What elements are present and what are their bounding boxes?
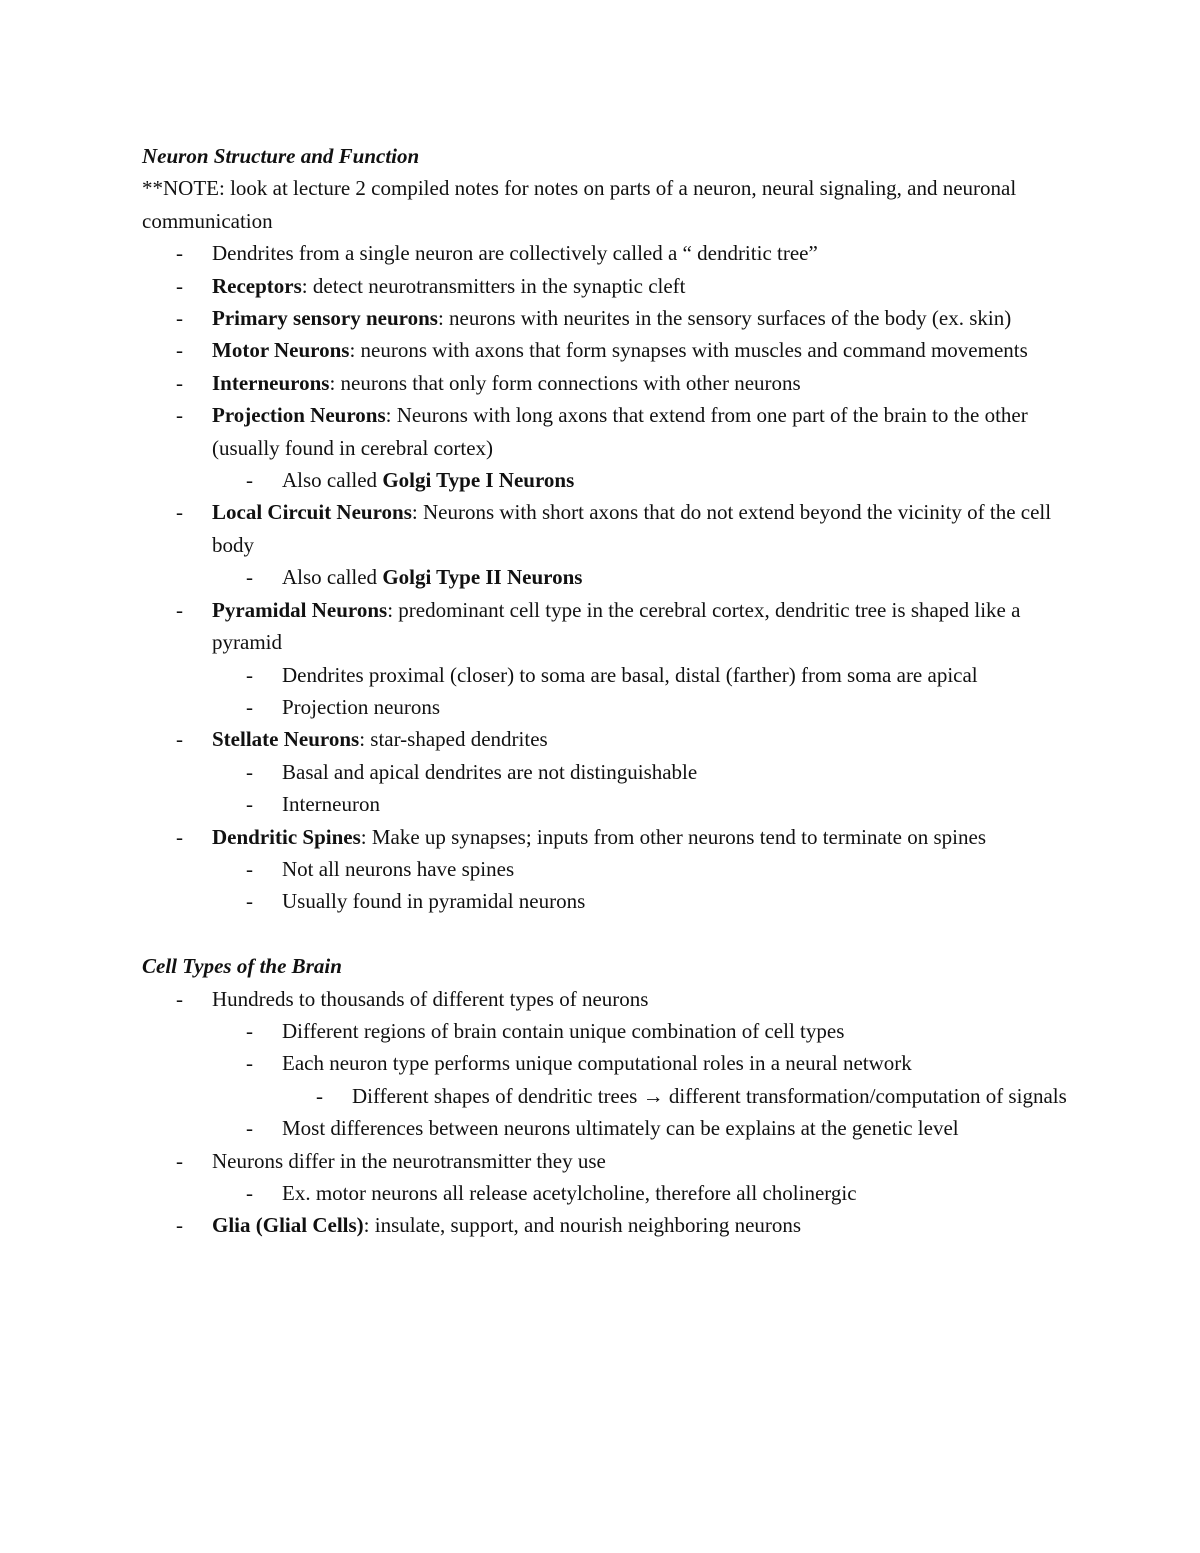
item-text: Not all neurons have spines — [282, 856, 515, 881]
list-item — [142, 302, 1070, 334]
item-term: Receptors — [212, 273, 302, 298]
item-text: : insulate, support, and nourish neighboring neurons — [363, 1213, 802, 1238]
list-item — [142, 723, 1070, 755]
bullet-dash: - — [176, 727, 183, 752]
bullet-dash: - — [246, 856, 253, 881]
bullet-dash: - — [176, 1213, 183, 1238]
list-item — [142, 1177, 1070, 1209]
bullet-dash: - — [246, 1018, 253, 1043]
list-item — [142, 270, 1070, 302]
item-text: Most differences between neurons ultimately can be explains at the genetic level — [282, 1116, 959, 1141]
bullet-dash: - — [246, 792, 253, 817]
list-item — [142, 334, 1070, 366]
list-item — [142, 756, 1070, 788]
item-term: Primary sensory neurons — [212, 306, 438, 331]
item-text: : predominant cell type in the cerebral cortex, dendritic tree is shaped like a pyramid — [212, 597, 1021, 655]
section-spacer — [142, 918, 1070, 950]
bullet-dash: - — [176, 403, 183, 428]
bullet-dash: - — [176, 338, 183, 363]
bullet-dash: - — [246, 468, 253, 493]
item-text: : Neurons with short axons that do not extend beyond the vicinity of the cell body — [212, 500, 1052, 557]
bullet-dash: - — [246, 662, 253, 687]
bullet-dash: - — [246, 889, 253, 914]
bullet-dash: - — [246, 1051, 253, 1076]
list-item — [142, 399, 1070, 464]
item-term: Pyramidal Neurons — [212, 597, 388, 622]
bullet-list — [142, 237, 1070, 918]
item-text: : Neurons with long axons that extend from one part of the brain to the other (usually found in cerebral cortex) — [212, 403, 1028, 460]
list-item — [142, 1145, 1070, 1177]
list-item — [142, 1080, 1070, 1112]
item-text: Different shapes of dendritic trees → different transformation/computation of signals — [352, 1083, 1067, 1108]
bullet-dash: - — [176, 500, 183, 525]
item-text: Neurons differ in the neurotransmitter they use — [212, 1148, 606, 1173]
item-text: Each neuron type performs unique computational roles in a neural network — [282, 1051, 912, 1076]
bullet-dash: - — [176, 370, 183, 395]
bullet-list — [142, 983, 1070, 1242]
item-term: Interneurons — [212, 370, 330, 395]
list-item — [142, 561, 1070, 593]
item-term: Glia (Glial Cells) — [212, 1213, 364, 1238]
list-item — [142, 788, 1070, 820]
list-item — [142, 237, 1070, 269]
item-text: : neurons that only form connections with other neurons — [329, 370, 801, 395]
bullet-dash: - — [176, 986, 183, 1011]
list-item — [142, 853, 1070, 885]
list-item — [142, 659, 1070, 691]
item-term: Golgi Type I Neurons — [382, 468, 575, 493]
list-item — [142, 983, 1070, 1015]
bullet-dash: - — [316, 1083, 323, 1108]
item-term: Local Circuit Neurons — [212, 500, 412, 525]
bullet-dash: - — [176, 306, 183, 331]
item-text: Usually found in pyramidal neurons — [282, 889, 586, 914]
list-item — [142, 367, 1070, 399]
bullet-dash: - — [246, 565, 253, 590]
bullet-dash: - — [176, 241, 183, 266]
bullet-dash: - — [246, 694, 253, 719]
item-text: Interneuron — [282, 792, 380, 817]
list-item — [142, 1112, 1070, 1144]
item-text: : Make up synapses; inputs from other neurons tend to terminate on spines — [360, 824, 986, 849]
item-text: Different regions of brain contain unique combination of cell types — [282, 1018, 845, 1043]
list-item — [142, 1047, 1070, 1079]
item-term: Dendritic Spines — [212, 824, 361, 849]
item-text: : neurons with axons that form synapses with muscles and command movements — [349, 338, 1028, 363]
bullet-dash: - — [246, 759, 253, 784]
bullet-dash: - — [176, 273, 183, 298]
item-term: Stellate Neurons — [212, 727, 360, 752]
section-heading: Cell Types of the Brain — [142, 954, 342, 979]
bullet-dash: - — [246, 1116, 253, 1141]
item-term: Projection Neurons — [212, 403, 386, 428]
item-term: Motor Neurons — [212, 338, 350, 363]
item-term: Golgi Type II Neurons — [382, 565, 583, 590]
list-item — [142, 821, 1070, 853]
list-item — [142, 1015, 1070, 1047]
list-item — [142, 691, 1070, 723]
bullet-dash: - — [176, 597, 183, 622]
bullet-dash: - — [176, 1148, 183, 1173]
lecture-note: **NOTE: look at lecture 2 compiled notes for notes on parts of a neuron, neural signaling, and neuronal communication — [142, 176, 1017, 233]
item-text: Ex. motor neurons all release acetylcholine, therefore all cholinergic — [282, 1180, 857, 1205]
item-prefix: Also called — [282, 565, 383, 590]
list-item — [142, 1209, 1070, 1241]
item-text: Dendrites from a single neuron are collectively called a “ dendritic tree” — [212, 241, 818, 266]
item-text: : neurons with neurites in the sensory surfaces of the body (ex. skin) — [437, 306, 1012, 331]
item-prefix: Also called — [282, 468, 383, 493]
item-text: Dendrites proximal (closer) to soma are basal, distal (farther) from soma are apical — [282, 662, 978, 687]
list-item — [142, 594, 1070, 659]
section-heading: Neuron Structure and Function — [142, 144, 420, 168]
item-text: Hundreds to thousands of different types of neurons — [212, 986, 649, 1011]
bullet-dash: - — [176, 824, 183, 849]
list-item — [142, 496, 1070, 561]
bullet-dash: - — [246, 1180, 253, 1205]
item-text: : detect neurotransmitters in the synaptic cleft — [301, 273, 686, 298]
item-text: Projection neurons — [282, 694, 441, 719]
item-text: Basal and apical dendrites are not distinguishable — [282, 759, 698, 784]
list-item — [142, 464, 1070, 496]
list-item — [142, 885, 1070, 917]
item-text: : star-shaped dendrites — [359, 727, 548, 752]
